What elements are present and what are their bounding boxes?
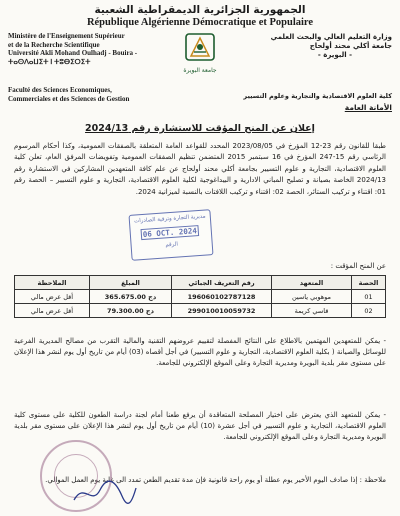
ministry-line: Ministère de l'Enseignement Supérieur [8, 32, 125, 40]
general-secretariat: الأمانة العامة [344, 103, 392, 112]
ministry-block-french [8, 32, 158, 66]
stamp-date: 06 OCT. 2024 [142, 226, 198, 239]
col-tax-id: رقم التعريف الجبائي [172, 276, 272, 290]
table-intro: عن المنح المؤقت : [330, 262, 386, 270]
cell-tax-id: 299010010059732 [172, 304, 272, 318]
cell-bidder: موهوبي ياسين [272, 290, 352, 304]
reception-stamp [128, 209, 213, 261]
col-lot: الحصة [352, 276, 386, 290]
col-bidder: المتعهد [272, 276, 352, 290]
cell-amount: 365.675.00 دج [90, 290, 172, 304]
signature-icon [70, 478, 140, 508]
award-table [14, 275, 386, 318]
ministry-line: وزارة التعليم العالي والبحث العلمي [270, 33, 392, 41]
announcement-title: إعلان عن المنح المؤقت للاستشارة رقم 2024/13 [85, 123, 315, 134]
table-row [15, 304, 386, 318]
faculty-line: Commerciales et des Sciences de Gestion [8, 94, 130, 103]
university-line: Université Akli Mohand Oulhadj - Bouira - [8, 49, 138, 58]
appeal-paragraph: - يمكن للمتعهد الذي يعترض على اختيار المصلحة المتعاقدة أن يرفع طعنا أمام لجنة دراسة الطعون للكلية على مستوى كلية العلوم الاقتصادية، التجارية و علوم التسيير في أجل عشرة (10) أيام من تاريخ أول يوم لنشر هذا الإعلان على مستوى مقر بلدية البويرة ومديرية التجارة وعلى الموقع الإلكتروني للجامعة. [14, 411, 386, 442]
cell-bidder: قاسي كريمة [272, 304, 352, 318]
faculty-name-arabic: كلية العلوم الاقتصادية والتجارية وعلوم التسيير [243, 92, 392, 100]
ministry-line: et de la Recherche Scientifique [8, 40, 100, 49]
stamp-number-label: الرقم [165, 241, 179, 249]
table-header-row [15, 276, 386, 290]
republic-name-french: République Algérienne Démocratique et Populaire [86, 17, 314, 28]
cell-amount: 79.300.00 دج [90, 304, 172, 318]
university-line-tifinagh: ⵜⴰⵙⴷⴰⵡⵉⵜ ⵏ ⵜⵓⴱⵉⵔⵉⵜ [8, 57, 91, 66]
cell-remark: أقل عرض مالي [15, 290, 90, 304]
university-logo-icon [183, 30, 217, 66]
cell-remark: أقل عرض مالي [15, 304, 90, 318]
stamp-authority: مديرية التجارة وترقية الصادرات [133, 213, 206, 225]
note-paragraph: ملاحظة : إذا صادف اليوم الأخير يوم عطلة أو يوم راحة قانونية فإن مدة تقديم الطعن تمدد الى غاية يوم العمل الموالي. [45, 476, 386, 484]
faculty-name-french [8, 86, 178, 103]
announcement-body: طبقا للقانون رقم 23-12 المؤرخ في 2023/08/05 المحدد للقواعد العامة المتعلقة بالصفقات العمومية، وكذا أحكام المرسوم الرئاسي رقم 15-247 المؤرخ في 16 سبتمبر 2015 المتضمن تنظيم الصفقات العمومية وتفويضات المرفق العام، تعلن كلية العلوم الاقتصادية، التجارية و علوم التسيير بجامعة أكلي محند أولحاج عن علم كافة المتعهدين المشاركين في الاستشارة رقم 2024/13 الخاصة بصيانة و تصليح المباني الادارية و البيداغوجية لكلية العلوم الاقتصادية، التجارية و علوم التسيير – الحصة رقم 01: اقتناء و تركيب الستائر، الحصة 02: اقتناء و تركيب اللافتات بالنسبة لميزانية 2024. [14, 142, 387, 196]
col-amount: المبلغ [90, 276, 172, 290]
col-remark: الملاحظة [15, 276, 90, 290]
cell-lot: 01 [352, 290, 386, 304]
university-line: جامعة أكلي محند أولحاج [309, 42, 392, 50]
table-row [15, 290, 386, 304]
faculty-line: Faculté des Sciences Economiques, [8, 86, 112, 94]
results-consultation-paragraph: - يمكن للمتعهدين المهتمين بالاطلاع على النتائج المفصلة لتقييم عروضهم التقنية والمالية التقرب من مصالح المديرية الفرعية للوسائل والصيانة ( بكلية العلوم الاقتصادية، التجارية و علوم التسيير) في أجل أقصاه (03) أيام من تاريخ أول يوم لنشر هذا الإعلان على مستوى مقر بلدية البويرة ومديرية التجارة وعلى الموقع الإلكتروني للجامعة. [14, 337, 386, 368]
cell-tax-id: 196060102787128 [172, 290, 272, 304]
city-line: - البويرة - [317, 51, 352, 59]
document-header [0, 4, 400, 29]
cell-lot: 02 [352, 304, 386, 318]
ministry-block-arabic [232, 33, 392, 60]
republic-name-arabic: الجمهورية الجزائرية الديمقراطية الشعبية [94, 4, 306, 16]
logo-caption: جامعة البويرة [183, 67, 217, 74]
